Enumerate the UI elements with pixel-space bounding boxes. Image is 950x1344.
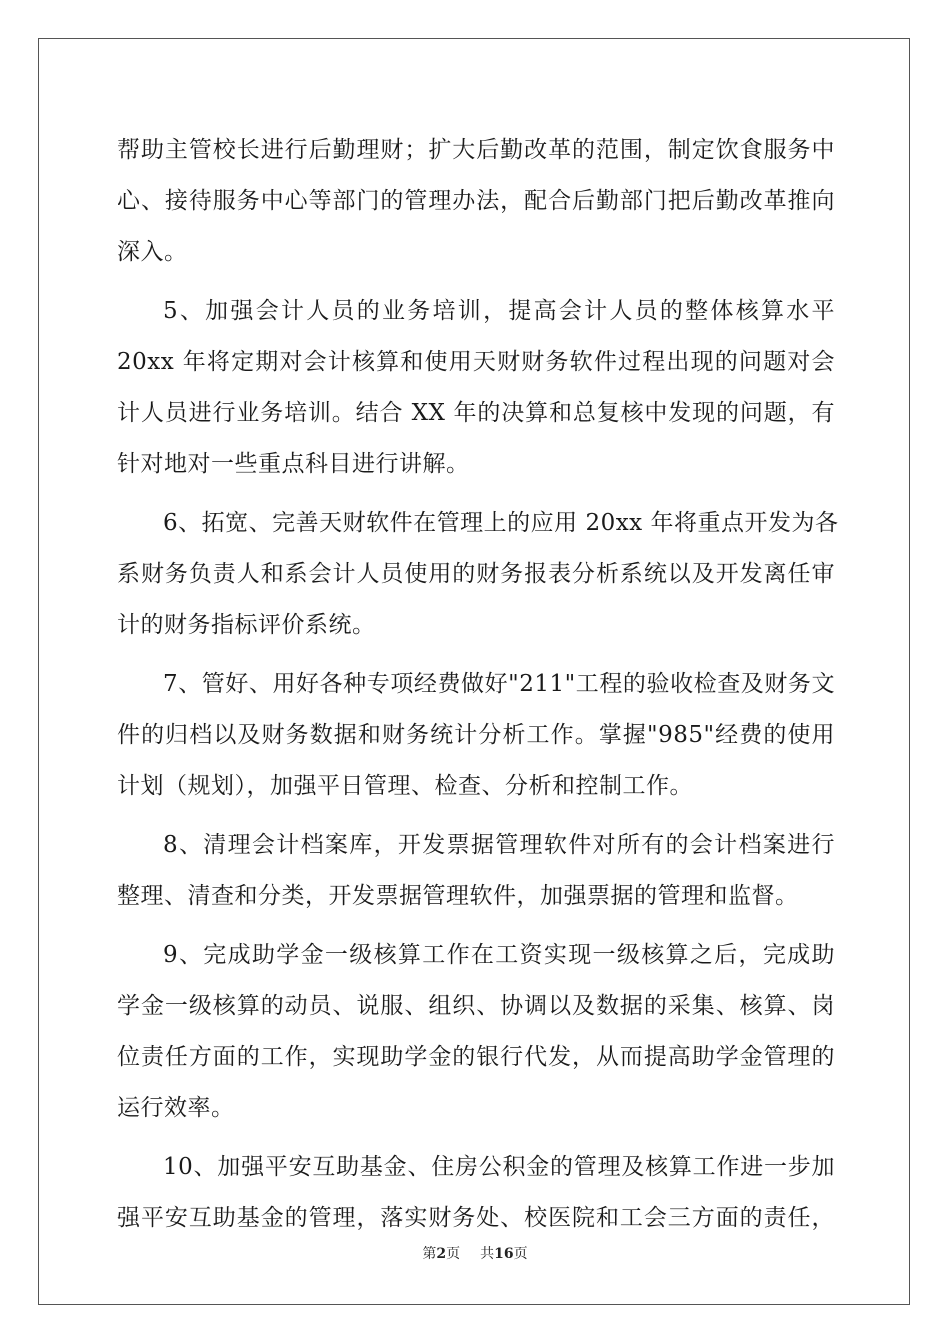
- body-line: 帮助主管校长进行后勤理财；扩大后勤改革的范围，制定饮食服务中: [117, 137, 835, 163]
- body-line: 计人员进行业务培训。结合 XX 年的决算和总复核中发现的问题，有: [117, 400, 835, 426]
- body-line: 20xx 年将定期对会计核算和使用天财财务软件过程出现的问题对会: [117, 349, 835, 375]
- body-line: 整理、清查和分类，开发票据管理软件，加强票据的管理和监督。: [117, 883, 799, 909]
- body-line: 针对地对一些重点科目进行讲解。: [117, 451, 470, 477]
- body-line: 运行效率。: [117, 1095, 235, 1121]
- paragraph-5-heading: 5、加强会计人员的业务培训，提高会计人员的整体核算水平: [163, 298, 835, 324]
- body-line: 计的财务指标评价系统。: [117, 612, 376, 638]
- total-suffix: 页: [513, 1246, 528, 1262]
- page-number: 2: [436, 1246, 447, 1262]
- document-body: [117, 125, 839, 1244]
- body-line: 心、接待服务中心等部门的管理办法，配合后勤部门把后勤改革推向: [117, 188, 835, 214]
- body-line: 件的归档以及财务数据和财务统计分析工作。掌握"985"经费的使用: [117, 722, 835, 748]
- page-suffix: 页: [446, 1246, 461, 1262]
- paragraph-10-heading: 10、加强平安互助基金、住房公积金的管理及核算工作进一步加: [163, 1154, 835, 1180]
- body-line: 学金一级核算的动员、说服、组织、协调以及数据的采集、核算、岗: [117, 993, 835, 1019]
- page-footer: [0, 1243, 950, 1263]
- body-line: 位责任方面的工作，实现助学金的银行代发，从而提高助学金管理的: [117, 1044, 835, 1070]
- paragraph-7-heading: 7、管好、用好各种专项经费做好"211"工程的验收检查及财务文: [163, 671, 835, 697]
- page-prefix: 第: [422, 1246, 437, 1262]
- paragraph-9-heading: 9、完成助学金一级核算工作在工资实现一级核算之后，完成助: [163, 942, 835, 968]
- paragraph-8-heading: 8、清理会计档案库，开发票据管理软件对所有的会计档案进行: [163, 832, 835, 858]
- paragraph-6-heading: 6、拓宽、完善天财软件在管理上的应用 20xx 年将重点开发为各: [163, 510, 839, 536]
- body-line: 深入。: [117, 239, 188, 265]
- body-line: 强平安互助基金的管理，落实财务处、校医院和工会三方面的责任，: [117, 1205, 835, 1231]
- body-line: 计划（规划），加强平日管理、检查、分析和控制工作。: [117, 773, 693, 799]
- total-prefix: 共: [480, 1246, 495, 1262]
- body-line: 系财务负责人和系会计人员使用的财务报表分析系统以及开发离任审: [117, 561, 835, 587]
- total-pages: 16: [494, 1246, 514, 1262]
